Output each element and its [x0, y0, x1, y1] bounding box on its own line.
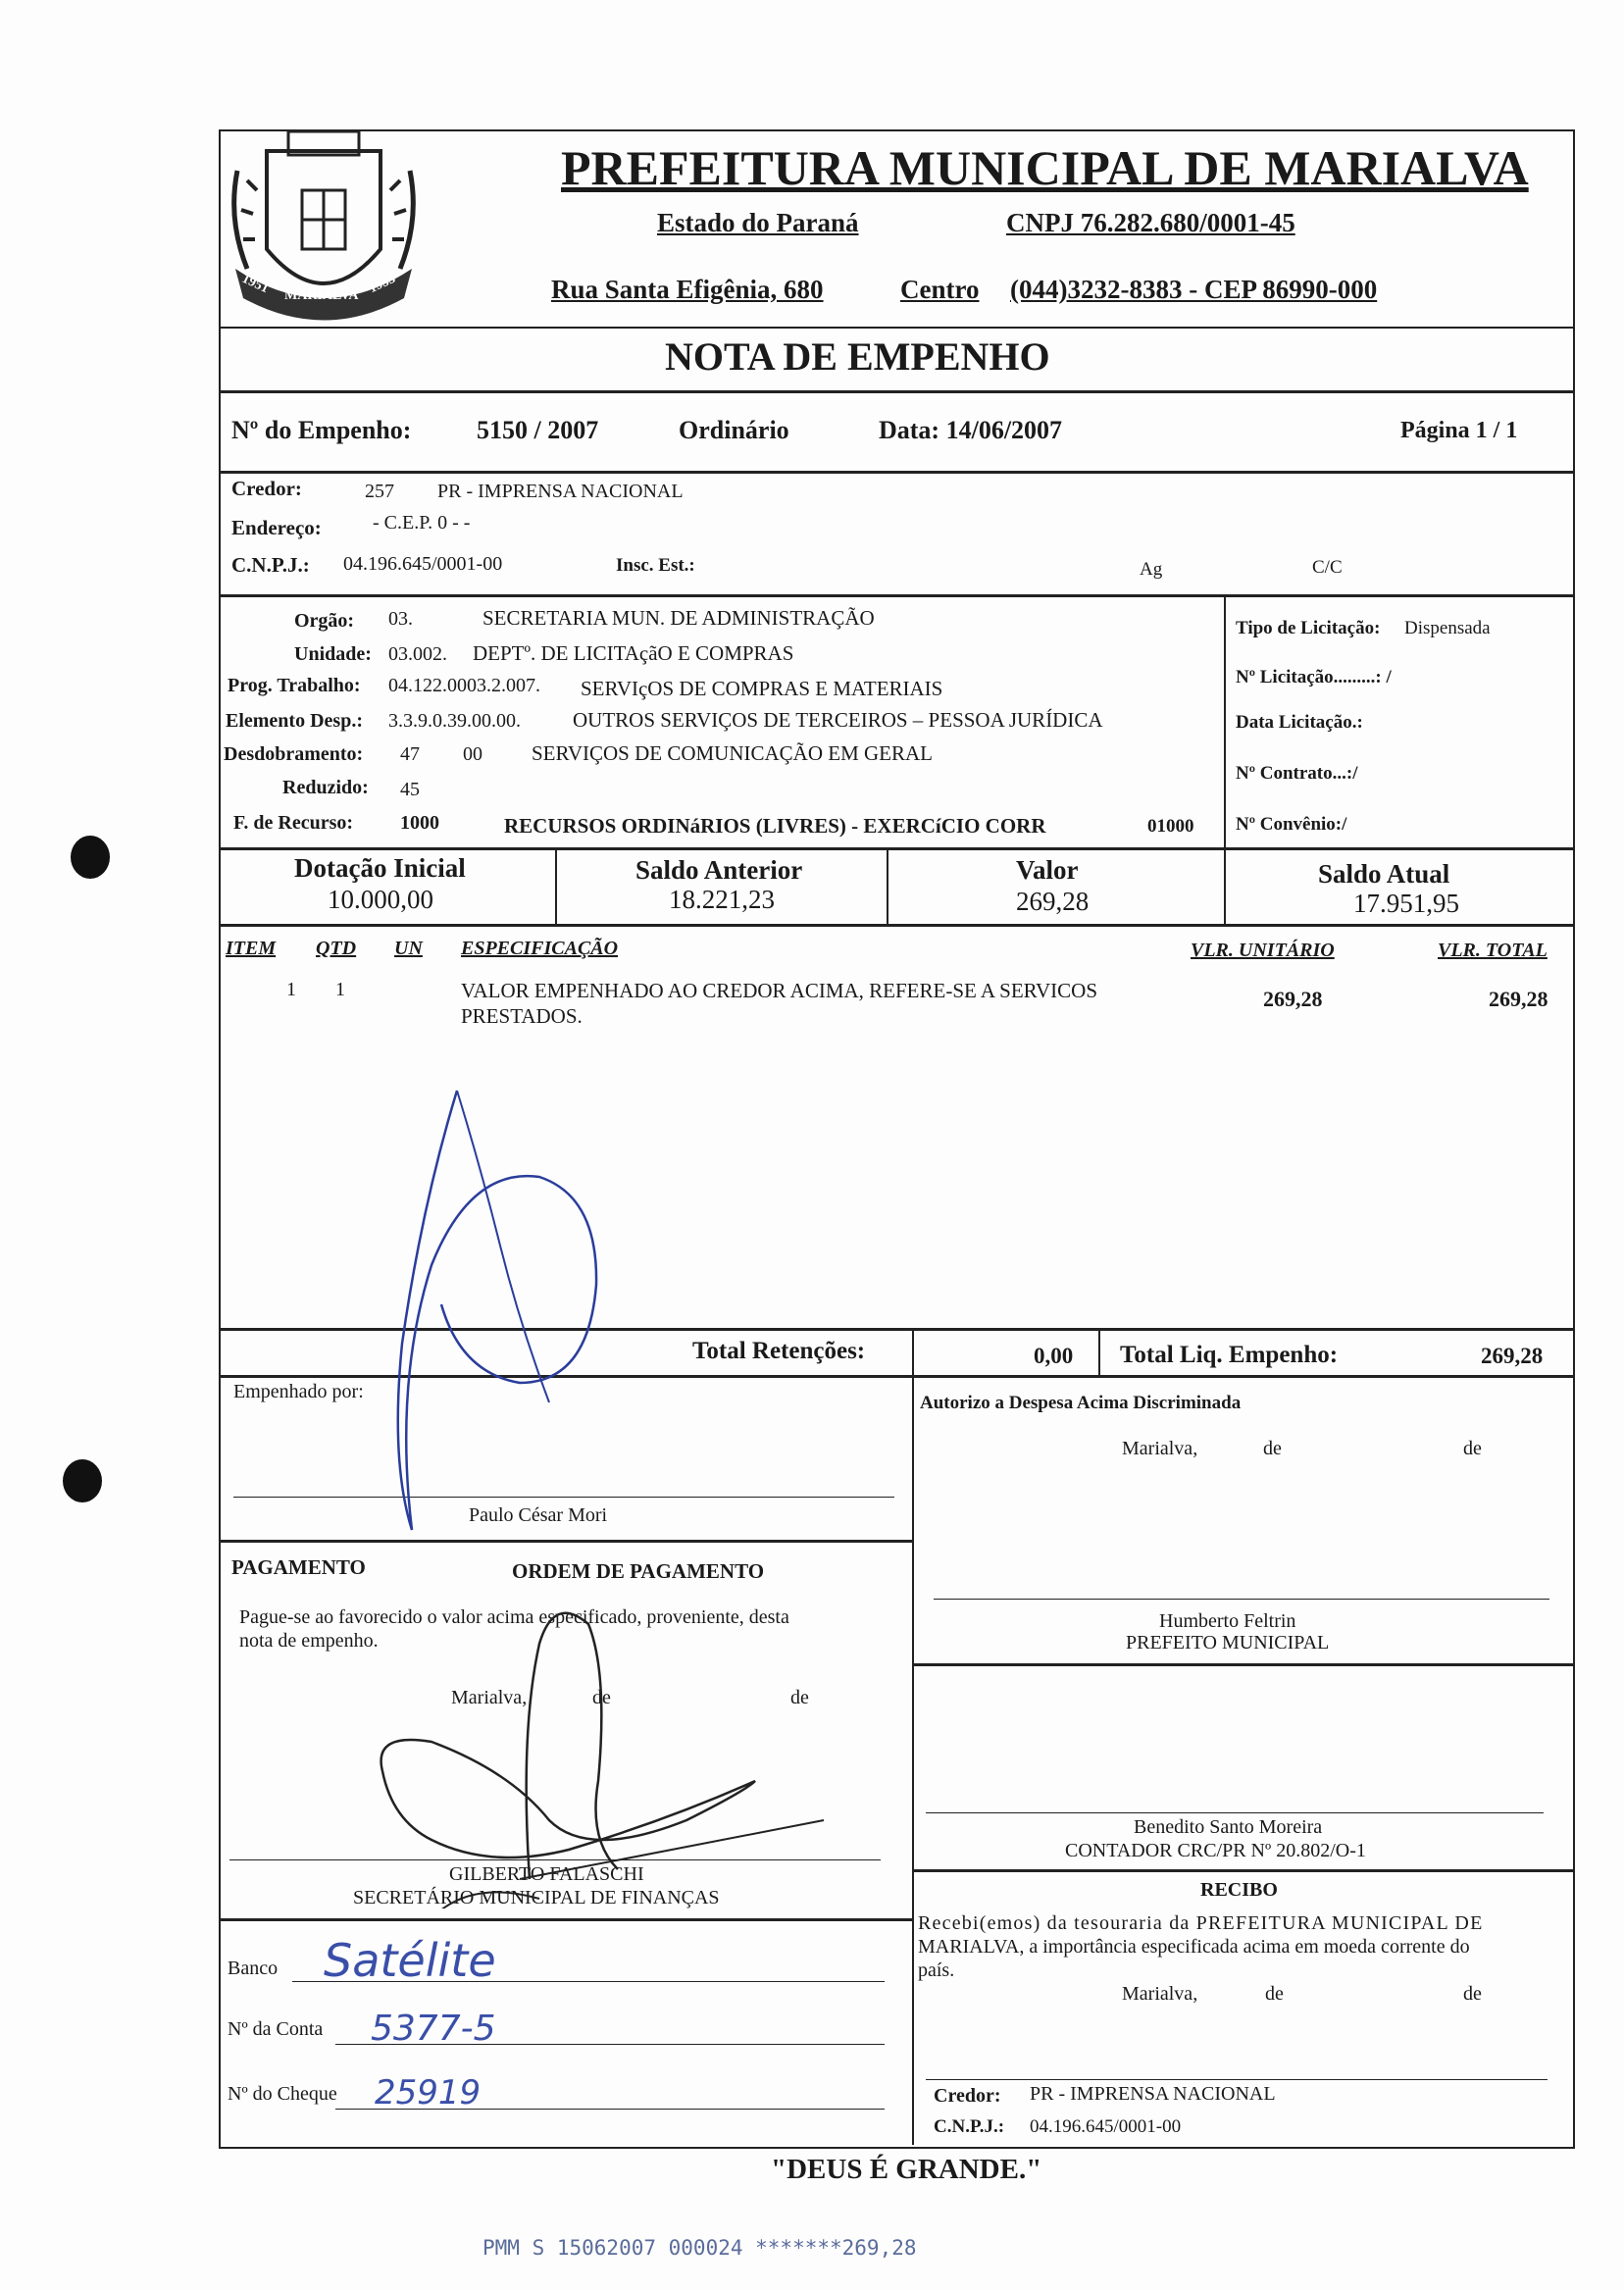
secretario-role: SECRETÁRIO MUNICIPAL DE FINANÇAS	[353, 1887, 720, 1908]
unidade-code: 03.002.	[388, 643, 447, 665]
total-liq-value: 269,28	[1481, 1344, 1544, 1368]
dotacao-inicial-value: 10.000,00	[328, 885, 433, 914]
conta-value: 5377-5	[371, 2009, 496, 2049]
prog-trabalho-code: 04.122.0003.2.007.	[388, 675, 540, 696]
desdobramento-name: SERVIÇOS DE COMUNICAÇÃO EM GERAL	[532, 741, 934, 765]
contador-name: Benedito Santo Moreira	[1134, 1816, 1323, 1838]
cheque-value: 25919	[375, 2073, 482, 2112]
recibo-cnpj-value: 04.196.645/0001-00	[1030, 2116, 1182, 2137]
prefeito-role: PREFEITO MUNICIPAL	[1126, 1632, 1330, 1654]
insc-est-label: Insc. Est.:	[616, 555, 695, 576]
credor-cnpj: 04.196.645/0001-00	[343, 553, 503, 575]
empenho-number-label: Nº do Empenho:	[231, 416, 412, 444]
pagamento-text-line2: nota de empenho.	[239, 1630, 379, 1652]
recibo-city: Marialva,	[1122, 1983, 1198, 2005]
punch-hole-bottom	[63, 1459, 102, 1502]
recibo-text-line3: país.	[918, 1959, 955, 1981]
item-qtd: 1	[335, 979, 345, 1000]
credor-name: PR - IMPRENSA NACIONAL	[437, 481, 684, 502]
seal-year-right: 1953	[366, 271, 398, 297]
fonte-recurso-name: RECURSOS ORDINáRIOS (LIVRES) - EXERCíCIO CORR	[504, 814, 1046, 838]
municipality-district: Centro	[900, 275, 980, 304]
autorizo-de-2: de	[1463, 1438, 1482, 1459]
valor-label: Valor	[1016, 855, 1079, 885]
fonte-recurso-code2: 01000	[1147, 816, 1194, 837]
recibo-credor-label: Credor:	[934, 2085, 1001, 2107]
municipality-phone-cep: (044)3232-8383 - CEP 86990-000	[1010, 275, 1378, 304]
municipal-seal-icon	[228, 131, 420, 335]
saldo-anterior-value: 18.221,23	[669, 885, 775, 914]
recibo-credor-value: PR - IMPRENSA NACIONAL	[1030, 2083, 1276, 2105]
data-licitacao-label: Data Licitação.:	[1236, 712, 1363, 733]
credor-address: - C.E.P. 0 - -	[373, 512, 471, 534]
pagamento-city: Marialva,	[451, 1687, 528, 1708]
empenhado-por-label: Empenhado por:	[233, 1381, 364, 1402]
dotacao-inicial-label: Dotação Inicial	[294, 853, 466, 883]
unidade-name: DEPTº. DE LICITAçãO E COMPRAS	[473, 641, 794, 665]
state-name: Estado do Paraná	[657, 208, 859, 237]
convenio-label: Nº Convênio:/	[1236, 814, 1347, 835]
cnpj-label: C.N.P.J.:	[231, 553, 310, 577]
empenhado-por-name: Paulo César Mori	[469, 1504, 608, 1526]
punch-hole-top	[71, 836, 110, 879]
tipo-licitacao-value: Dispensada	[1404, 618, 1491, 638]
licitacao-number: Nº Licitação.........: /	[1236, 667, 1392, 687]
fonte-recurso-code: 1000	[400, 812, 439, 834]
orgao-label: Orgão:	[294, 610, 355, 632]
address-label: Endereço:	[231, 516, 322, 539]
col-header-total-value: VLR. TOTAL	[1438, 940, 1548, 961]
secretario-name: GILBERTO FALASCHI	[449, 1863, 644, 1885]
empenho-type: Ordinário	[679, 416, 789, 444]
autorizo-city: Marialva,	[1122, 1438, 1198, 1459]
municipality-address: Rua Santa Efigênia, 680	[551, 275, 824, 304]
reduzido-label: Reduzido:	[282, 777, 369, 798]
desdobramento-sub-code: 00	[463, 743, 482, 765]
empenho-number: 5150 / 2007	[477, 416, 599, 444]
item-number: 1	[286, 979, 296, 1000]
ordem-pagamento-label: ORDEM DE PAGAMENTO	[512, 1559, 765, 1583]
total-retencoes-value: 0,00	[1034, 1344, 1074, 1368]
pagamento-de-1: de	[592, 1687, 611, 1708]
fonte-recurso-label: F. de Recurso:	[233, 812, 354, 834]
elemento-desp-code: 3.3.9.0.39.00.00.	[388, 710, 521, 732]
recibo-cnpj-label: C.N.P.J.:	[934, 2116, 1005, 2137]
seal-text: MARIALVA	[284, 288, 359, 303]
orgao-code: 03.	[388, 608, 413, 630]
total-retencoes-label: Total Retenções:	[692, 1338, 866, 1364]
cc-label: C/C	[1312, 557, 1343, 578]
total-liq-label: Total Liq. Empenho:	[1120, 1342, 1339, 1368]
credor-label: Credor:	[231, 477, 302, 500]
item-unit-value: 269,28	[1263, 987, 1323, 1011]
pagamento-text-line1: Pague-se ao favorecido o valor acima especificado, proveniente, desta	[239, 1606, 789, 1628]
recibo-de-2: de	[1463, 1983, 1482, 2005]
recibo-label: RECIBO	[1200, 1879, 1278, 1901]
prefeito-name: Humberto Feltrin	[1159, 1610, 1296, 1632]
municipality-cnpj: CNPJ 76.282.680/0001-45	[1006, 208, 1295, 237]
saldo-anterior-label: Saldo Anterior	[635, 855, 803, 885]
banco-value: Satélite	[324, 1934, 496, 1987]
col-header-qtd: QTD	[316, 938, 357, 959]
col-header-un: UN	[394, 938, 423, 959]
saldo-atual-label: Saldo Atual	[1318, 859, 1450, 889]
col-header-spec: ESPECIFICAÇÃO	[461, 938, 619, 959]
elemento-desp-label: Elemento Desp.:	[226, 710, 363, 732]
banco-label: Banco	[228, 1958, 279, 1979]
desdobramento-code: 47	[400, 743, 420, 765]
empenho-date: Data: 14/06/2007	[879, 416, 1063, 444]
recibo-text-line2: MARIALVA, a importância especificada acima em moeda corrente do	[918, 1936, 1470, 1958]
col-header-unit-value: VLR. UNITÁRIO	[1191, 940, 1335, 961]
pagamento-label: PAGAMENTO	[231, 1555, 366, 1579]
reduzido-code: 45	[400, 779, 420, 800]
contrato-label: Nº Contrato...:/	[1236, 763, 1358, 784]
ag-label: Ag	[1140, 559, 1163, 580]
autorizo-label: Autorizo a Despesa Acima Discriminada	[920, 1393, 1242, 1413]
conta-label: Nº da Conta	[228, 2018, 324, 2040]
signature-empenhado	[382, 1089, 618, 1540]
elemento-desp-name: OUTROS SERVIÇOS DE TERCEIROS – PESSOA JURÍDICA	[573, 708, 1103, 732]
item-spec-line1: VALOR EMPENHADO AO CREDOR ACIMA, REFERE-SE A SERVICOS	[461, 979, 1098, 1002]
orgao-name: SECRETARIA MUN. DE ADMINISTRAÇÃO	[482, 606, 875, 630]
municipality-title: PREFEITURA MUNICIPAL DE MARIALVA	[561, 140, 1529, 195]
signature-secretario	[373, 1585, 834, 1908]
credor-code: 257	[365, 481, 394, 502]
valor-value: 269,28	[1016, 887, 1090, 916]
footer-stamp: PMM S 15062007 000024 *******269,28	[482, 2236, 917, 2260]
seal-year-left: 1951	[239, 271, 272, 297]
document-title: NOTA DE EMPENHO	[665, 334, 1050, 379]
item-total-value: 269,28	[1489, 987, 1548, 1011]
cheque-label: Nº do Cheque	[228, 2083, 337, 2105]
pagamento-de-2: de	[790, 1687, 809, 1708]
col-header-item: ITEM	[226, 938, 277, 959]
autorizo-de-1: de	[1263, 1438, 1282, 1459]
desdobramento-label: Desdobramento:	[224, 743, 364, 765]
tipo-licitacao-label: Tipo de Licitação:	[1236, 618, 1381, 638]
prog-trabalho-label: Prog. Trabalho:	[228, 675, 361, 696]
footer-motto: "DEUS É GRANDE."	[771, 2154, 1042, 2185]
recibo-text-line1: Recebi(emos) da tesouraria da PREFEITURA MUNICIPAL DE	[918, 1912, 1484, 1934]
saldo-atual-value: 17.951,95	[1353, 889, 1459, 918]
recibo-de-1: de	[1265, 1983, 1284, 2005]
prog-trabalho-name: SERVIçOS DE COMPRAS E MATERIAIS	[581, 677, 943, 700]
page-number: Página 1 / 1	[1400, 418, 1518, 443]
unidade-label: Unidade:	[294, 643, 372, 665]
item-spec-line2: PRESTADOS.	[461, 1004, 583, 1028]
contador-role: CONTADOR CRC/PR Nº 20.802/O-1	[1065, 1840, 1366, 1861]
